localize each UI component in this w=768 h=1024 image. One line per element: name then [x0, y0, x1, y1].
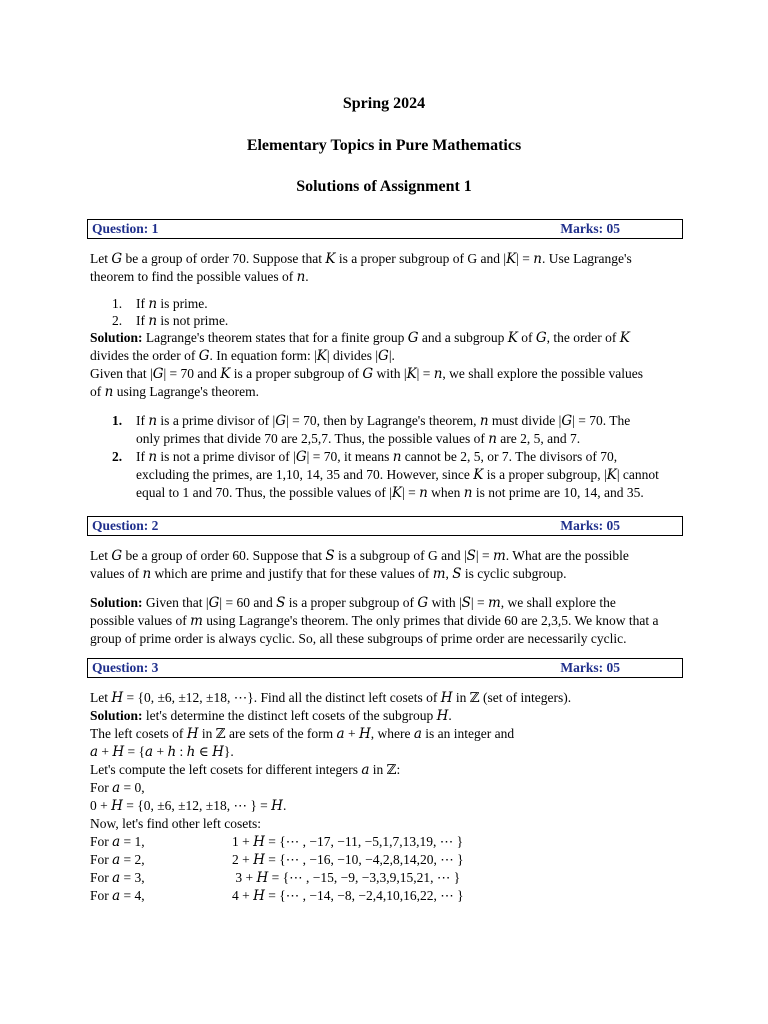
question-1-label: Question: 1 [92, 221, 159, 236]
solution-line: of 𝑛 using Lagrange's theorem. [90, 384, 259, 399]
statement-line: values of 𝑛 which are prime and justify that for these values of 𝑚, 𝑆 is cyclic subgroup. [90, 566, 567, 581]
coset-set: 3 + 𝐻 = {⋯ , −15, −9, −3,3,9,15,21, ⋯ } [232, 870, 461, 885]
solution-line: 0 + 𝐻 = {0, ±6, ±12, ±18, ⋯ } = 𝐻. [90, 798, 287, 813]
solution-text: let's determine the distinct left cosets of the subgroup 𝐻. [142, 708, 452, 723]
question-2-marks: Marks: 05 [560, 518, 620, 533]
coset-label: For 𝑎 = 4, [90, 888, 145, 903]
coset-label: For 𝑎 = 2, [90, 852, 145, 867]
question-3-statement [90, 689, 684, 707]
question-2-statement [90, 547, 684, 583]
solution-line: For 𝑎 = 0, [90, 780, 145, 795]
coset-row [90, 851, 464, 869]
question-2-solution [90, 594, 684, 648]
list-number: 1. [112, 296, 123, 311]
coset-row [90, 833, 463, 851]
question-3-label: Question: 3 [92, 660, 159, 675]
solution-text: Lagrange's theorem states that for a finite group 𝐺 and a subgroup 𝐾 of 𝐺, the order of 𝐾 [142, 330, 630, 345]
solution-line: Given that |𝐺| = 70 and 𝐾 is a proper subgroup of 𝐺 with |𝐾| = 𝑛, we shall explore the possible values [90, 366, 643, 381]
statement-line: Let 𝐺 be a group of order 60. Suppose that 𝑆 is a subgroup of G and |𝑆| = 𝑚. What are the possible [90, 548, 629, 563]
list-item [112, 448, 682, 502]
question-3-header [87, 658, 683, 678]
statement-line: Let 𝐺 be a group of order 70. Suppose that 𝐾 is a proper subgroup of G and |𝐾| = 𝑛. Use Lagrange's [90, 251, 632, 266]
solution-line: group of prime order is always cyclic. So, all these subgroups of prime order are necessarily cyclic. [90, 631, 627, 646]
list-number: 2. [112, 312, 123, 328]
question-2-header [87, 516, 683, 536]
coset-row [90, 869, 460, 887]
list-text: If 𝑛 is not prime. [136, 312, 229, 328]
statement-line: theorem to find the possible values of 𝑛. [90, 269, 309, 284]
course-title: Elementary Topics in Pure Mathematics [246, 137, 522, 154]
term-title: Spring 2024 [342, 95, 426, 112]
solution-line: divides the order of 𝐺. In equation form: |𝐾| divides |𝐺|. [90, 348, 395, 363]
solution-line: possible values of 𝑚 using Lagrange's theorem. The only primes that divide 60 are 2,3,5. We know that a [90, 613, 659, 628]
answer-line: equal to 1 and 70. Thus, the possible values of |𝐾| = 𝑛 when 𝑛 is not prime are 10, 14, and 35. [136, 485, 644, 500]
coset-set: 1 + 𝐻 = {⋯ , −17, −11, −5,1,7,13,19, ⋯ } [232, 834, 464, 849]
question-2-label: Question: 2 [92, 518, 159, 533]
list-number: 1. [112, 413, 123, 428]
coset-label: For 𝑎 = 3, [90, 870, 145, 885]
statement-line: Let 𝐻 = {0, ±6, ±12, ±18, ⋯}. Find all the distinct left cosets of 𝐻 in ℤ (set of integers). [90, 690, 572, 705]
question-1-marks: Marks: 05 [560, 221, 620, 236]
question-3-marks: Marks: 05 [560, 660, 620, 675]
coset-row [90, 887, 464, 905]
coset-set: 4 + 𝐻 = {⋯ , −14, −8, −2,4,10,16,22, ⋯ } [232, 888, 464, 903]
coset-label: For 𝑎 = 1, [90, 834, 145, 849]
question-1-answers [112, 412, 682, 502]
answer-line: If 𝑛 is a prime divisor of |𝐺| = 70, then by Lagrange's theorem, 𝑛 must divide |𝐺| = 70. The [136, 413, 631, 428]
question-1-statement [90, 250, 684, 286]
list-number: 2. [112, 449, 123, 464]
solution-label: Solution: [90, 330, 143, 345]
solution-line [90, 329, 684, 347]
question-1-header [87, 219, 683, 239]
solution-line: Let's compute the left cosets for different integers 𝑎 in ℤ: [90, 762, 401, 777]
coset-set: 2 + 𝐻 = {⋯ , −16, −10, −4,2,8,14,20, ⋯ } [232, 852, 464, 867]
list-item [112, 296, 682, 313]
solution-line: Now, let's find other left cosets: [90, 816, 262, 831]
question-1-solution [90, 329, 684, 401]
solution-line: 𝑎 + 𝐻 = {𝑎 + ℎ : ℎ ∈ 𝐻}. [90, 744, 234, 759]
list-text: If 𝑛 is prime. [136, 296, 208, 311]
solution-line [90, 594, 684, 612]
solution-line: The left cosets of 𝐻 in ℤ are sets of the form 𝑎 + 𝐻, where 𝑎 is an integer and [90, 726, 515, 741]
list-item [112, 412, 682, 448]
solution-text: Given that |𝐺| = 60 and 𝑆 is a proper subgroup of 𝐺 with |𝑆| = 𝑚, we shall explore the [142, 595, 616, 610]
solution-label: Solution: [90, 595, 143, 610]
question-3-solution [90, 707, 684, 833]
answer-line: If 𝑛 is not a prime divisor of |𝐺| = 70, it means 𝑛 cannot be 2, 5, or 7. The divisors of 70, [136, 449, 618, 464]
answer-line: only primes that divide 70 are 2,5,7. Thus, the possible values of 𝑛 are 2, 5, and 7. [136, 431, 581, 446]
assignment-title: Solutions of Assignment 1 [296, 178, 472, 195]
solution-label: Solution: [90, 708, 143, 723]
list-item [112, 313, 682, 330]
question-1-parts [112, 296, 682, 329]
solution-line [90, 707, 684, 725]
answer-line: excluding the primes, are 1,10, 14, 35 and 70. However, since 𝐾 is a proper subgroup, |𝐾| cannot [136, 467, 659, 482]
